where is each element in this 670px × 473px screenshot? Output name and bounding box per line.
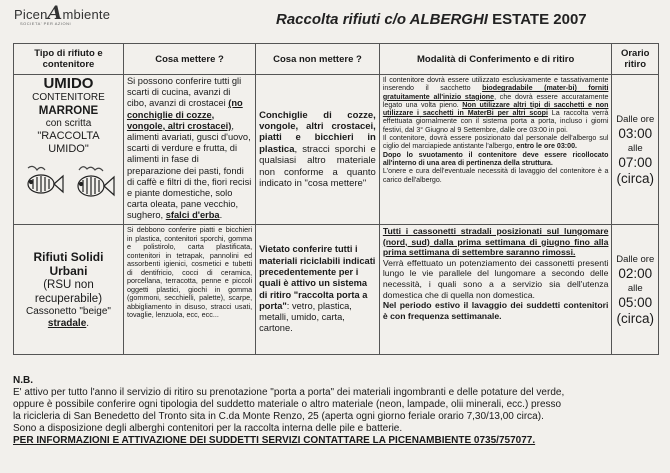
page-header [0, 0, 670, 40]
notes-section [13, 375, 663, 447]
umido-category-cell [14, 75, 124, 225]
table-header-row [14, 44, 659, 75]
rsu-what-to-put: Si debbono conferire piatti e bicchieri in plastica, contenitori sporchi, gomma e polistirolo, carta plastificata, contenitori in tetrapak, pannolini ed assorbenti igienici, cosmetici e tubetti di dentifricio, cocci di ceramica, porcellana, terracotta, penne e piccoli oggetti plastici, giochi in gomma (gommoni, secchielli, palette), scarpe, abbigliamento in disuso, stracci usati, tovaglie, lenzuola, ecc, ecc... [123, 225, 255, 355]
umido-what-to-put: Si possono conferire tutti gli scarti di cucina, avanzi di cibo, avanzi di crostacei (no conchiglie di cozze, vongole, altri crostacei), alimenti avariati, gusci d'uovo, scarti di verdure e frutta, di alimenti in fase di preparazione dei pasti, fondi di caffè e filtri di the, fiori recisi e piante domestiche, solo carta oleata, pane vecchio, sughero, sfalci d'erba. [123, 75, 255, 225]
umido-time-from: 03:00 [618, 125, 653, 141]
page-title: Raccolta rifiuti c/o ALBERGHI ESTATE 2007 [276, 11, 587, 28]
logo-subtitle: SOCIETA' PER AZIONI [20, 21, 72, 26]
notes-line-3: la ricicleria di San Benedetto del Tronto sita in C.da Monte Renzo, 25 (aperta ogni giorno feriale orario 7,30/13,00 circa). [13, 411, 544, 422]
notes-label: N.B. [13, 375, 33, 386]
fish-illustration [17, 162, 120, 204]
umido-modalita: Il contenitore dovrà essere utilizzato esclusivamente e tassativamente inserendo il sacchetto biodegradabile (mater-bi) forniti gratuitamente all'inizio stagione, che dovrà essere accuratamente legato una volta pieno. Non utilizzare altri tipi di sacchetti e non utilizzare i sacchetti in MaterBi per altri scopi La raccolta verrà effettuata giornalmente con il sistema porta a porta, incluso i giorni festivi, dal 3° Giugno al 9 Settembre, dalle ore 03:00 in poi. Il contenitore, dovrà essere posizionato dal personale dell'albergo sul ciglio del marciapiede antistante l'albergo, entro le ore 03:00. Dopo lo svuotamento il contenitore deve essere ricollocato all'interno di una area di pertinenza della struttura. L'onere e cura dell'eventuale necessità di lavaggio del contenitore è a carico dell'albergo. [379, 75, 612, 225]
rsu-category-cell: Rifiuti Solidi Urbani (RSU non recuperabile) Cassonetto "beige" stradale. [14, 225, 124, 355]
rsu-bin: Cassonetto "beige" [26, 305, 111, 317]
rsu-orario: Dalle ore 02:00 alle 05:00 (circa) [612, 225, 659, 355]
col-header-cosa-mettere: Cosa mettere ? [123, 44, 255, 75]
rsu-road: stradale [47, 317, 87, 329]
umido-orario: Dalle ore 03:00 alle 07:00 (circa) [612, 75, 659, 225]
table-row-rsu [14, 225, 659, 355]
col-header-cosa-non-mettere: Cosa non mettere ? [256, 44, 380, 75]
table-row-umido [14, 75, 659, 225]
col-header-tipo: Tipo di rifiuto e contenitore [14, 44, 124, 75]
logo-wordmark: PicenAmbiente [14, 2, 111, 24]
umido-what-not-to-put: Conchiglie di cozze, vongole, altri crostacei, piatti e bicchieri in plastica, stracci sporchi e qualsiasi altro materiale non conforme a quanto indicato in "cosa mettere" [256, 75, 380, 225]
contact-line: PER INFORMAZIONI E ATTIVAZIONE DEI SUDDETTI SERVIZI CONTATTARE LA PICENAMBIENTE 0735/757077. [13, 435, 536, 446]
notes-line-1: E' attivo per tutto l'anno il servizio di ritiro su prenotazione "porta a porta" dei materiali ingombranti e delle potature del verde, [13, 387, 565, 398]
rsu-what-not-to-put: Vietato conferire tutti i materiali riciclabili indicati precedentemente per i quali è attivo un sistema di ritiro "raccolta porta a porta": vetro, plastica, metalli, umido, carta, cartone. [256, 225, 380, 355]
col-header-orario: Orario ritiro [612, 44, 659, 75]
umido-color: MARRONE [38, 105, 99, 117]
notes-line-2: oppure è possibile conferire ogni tipologia del suddetto materiale o altro materiale (neon, lampade, olii minerali, ecc.) presso [13, 399, 562, 410]
picenambiente-logo [14, 2, 134, 32]
umido-time-to: 07:00 [618, 154, 653, 170]
notes-line-4: Sono a disposizione degli alberghi contenitori per la raccolta interna delle pile e batterie. [13, 423, 403, 434]
rsu-time-to: 05:00 [618, 294, 653, 310]
rsu-time-from: 02:00 [618, 265, 653, 281]
umido-with-text: con scritta [45, 118, 92, 129]
rsu-title: Rifiuti Solidi Urbani [33, 249, 104, 278]
rsu-subtitle: (RSU non recuperabile) [34, 278, 103, 305]
col-header-modalita: Modalità di Conferimento e di ritiro [379, 44, 612, 75]
umido-container: CONTENITORE [32, 92, 105, 103]
umido-title: UMIDO [43, 75, 94, 92]
umido-label: "RACCOLTA UMIDO" [37, 130, 100, 155]
collection-schedule-table [13, 43, 659, 355]
fish-bones-icon [19, 162, 117, 204]
rsu-modalita: Tutti i cassonetti stradali posizionati sul lungomare (nord, sud) dalla prima settimana di giugno fino alla prima settimana di settembre saranno rimossi. Verrà effettuato un potenziamento dei cassonetti presenti lungo le vie parallele del lungomare a secondo delle necessità, i quali sono a a servizio sia dell'utenza domestica che di quella non domestica. Nel periodo estivo il lavaggio dei suddetti contenitori è con frequenza settimanale. [379, 225, 612, 355]
